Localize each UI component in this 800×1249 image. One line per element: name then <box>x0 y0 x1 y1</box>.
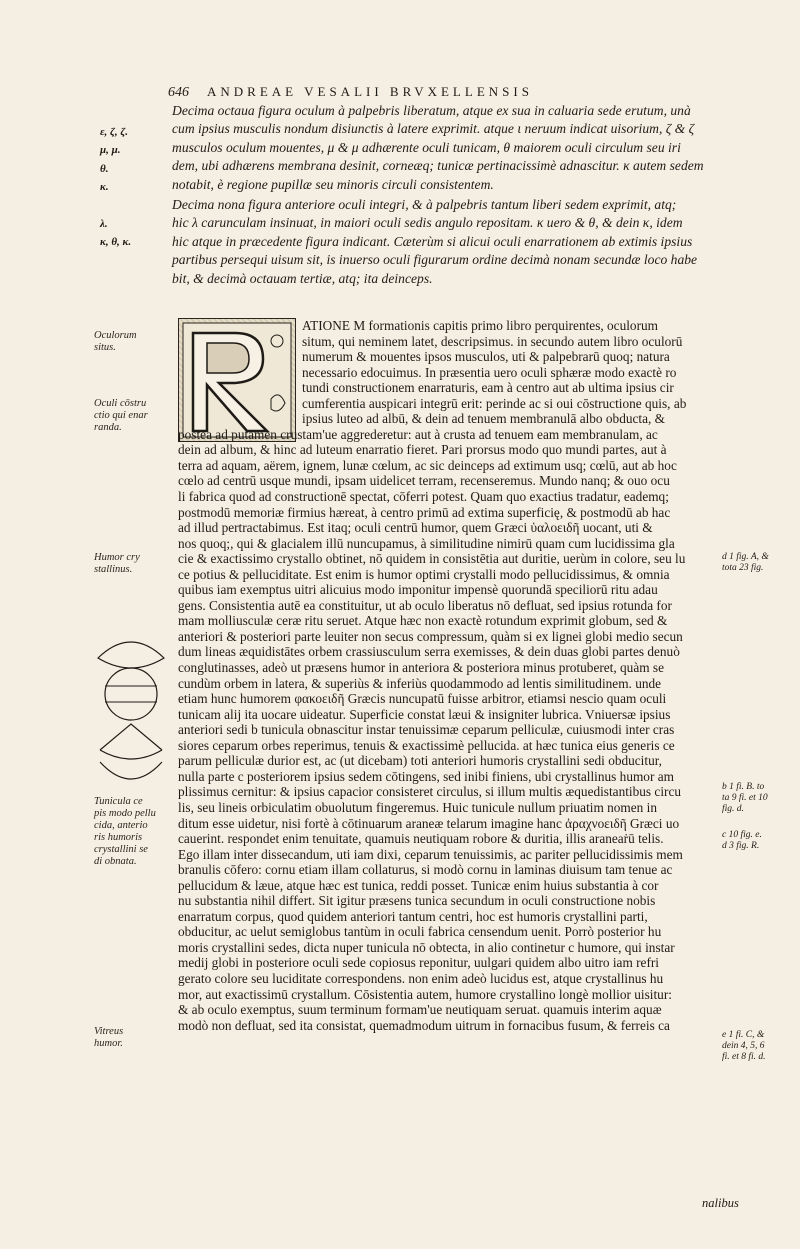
margin-ref-line: d 1 fig. A, & <box>722 552 769 562</box>
text-line: ditum esse uidetur, nisi fortè à cōtinuarum araneæ telarum imagine hanc ἀραχνοειδῆ Græci uo <box>178 815 680 831</box>
margin-note-line: randa. <box>94 422 122 433</box>
margin-note-line: crystallini se <box>94 844 148 855</box>
text-line: siores ceparum orbes reperimus, tenuis & exactissimè pellucida. at hæc tunica eius generis ce <box>178 737 675 753</box>
margin-note-line: ris humoris <box>94 832 143 843</box>
margin-note-line: situs. <box>94 342 116 353</box>
text-line: dum lineas æquidistātes orbem crassiusculum serra exemisses, & dein duas globi partes denuò <box>178 644 680 660</box>
text-line: anteriori & posteriori parte leuiter non secus compressum, quàm si ex lignei globi medio secun <box>178 628 683 644</box>
margin-ref-1 <box>722 552 769 574</box>
caption-line: hic atque in præcedente figura indicant. Cæterùm si alicui oculi enarrationem ab extimis ipsius <box>172 233 693 249</box>
caption-line: musculos oculum mouentes, μ & μ adhærente oculi tunicam, θ maiorem oculi circulum seu iri <box>172 139 681 155</box>
text-line: cumferentia auspicari integrū erit: perinde ac si oui cōstructione quis, ab <box>302 395 687 411</box>
caption-line: notabit, è regione pupillæ seu minoris circuli consistentem. <box>172 176 494 192</box>
marker: λ. <box>100 217 108 230</box>
margin-ref-line: c 10 fig. e. <box>722 830 762 840</box>
caption-line: partibus persequi uisum sit, is inuerso oculi figurarum ordine decimà nonam secundæ loco habe <box>172 252 698 268</box>
margin-ref-line: tota 23 fig. <box>722 563 764 573</box>
figure-captions <box>172 102 712 288</box>
caption-line: dem, ubi adhærens membrana desinit, corneæq; tunicæ pertinacissimè adnascitur. κ autem sedem <box>172 158 704 174</box>
text-line: pellucidum & læue, atque hæc est tunica, reddi posset. Tunicæ enim huius substantia à cor <box>178 877 659 893</box>
text-line: medij globi in posteriore oculi sede copiosus reponitur, uulgari quidem albo uitro iam refri <box>178 955 659 971</box>
margin-note-oculi-constructio <box>94 398 148 434</box>
text-line: tunicam alij ita uocare uideatur. Superficie constat læui & insigniter lubrica. Vniuersæ ipsius <box>178 706 671 722</box>
margin-note-line: ctio qui enar <box>94 410 148 421</box>
text-line: cœlo ad centrū usque mundi, ipsam uidelicet terram, recenseremus. Mundo nanq; & ouo ocu <box>178 473 670 489</box>
text-line: numerum & mouentes ipsos musculos, uti & palpebrarū quoq; natura <box>302 349 670 365</box>
running-head: ANDREAE VESALII BRVXELLENSIS <box>207 84 533 99</box>
margin-note-line: Tunicula ce <box>94 796 143 807</box>
margin-ref-line: dein 4, 5, 6 <box>722 1041 765 1051</box>
text-line: ATIONE M formationis capitis primo libro perquirentes, oculorum <box>302 318 658 333</box>
margin-note-line: Oculorum <box>94 330 137 341</box>
margin-ref-line: b 1 fi. B. to <box>722 782 765 792</box>
text-line: situm, qui neminem latet, descripsimus. in secundo autem libro oculorū <box>302 333 683 349</box>
margin-note-humor-crystallinus <box>94 552 140 576</box>
marker: ε, ζ, ζ. <box>100 126 128 138</box>
text-line: cie & exactissimo crystallo obtinet, nō quidem in consistētia aut duritie, uerùm in colore, seu lu <box>178 551 686 567</box>
margin-ref-line: fi. et 8 fi. d. <box>722 1052 766 1062</box>
margin-ref-4 <box>722 1030 766 1063</box>
margin-ref-line: e 1 fi. C, & <box>722 1030 765 1040</box>
text-line: tundi constructionem enarraturis, eam à centro aut ab ultima ipsius cir <box>302 380 674 396</box>
text-line: cundùm orbem in latera, & superiùs & inferiùs quodammodo ad lentis similitudinem. unde <box>178 675 662 691</box>
margin-ref-2 <box>722 782 768 815</box>
text-line: branulis cōfero: cornu etiam illam collaturus, si modò cornu in laminas diuisum tam tenue ac <box>178 862 673 878</box>
text-line: anteriori sedi b tunicula obnascitur instar tenuissimæ ceparum pelliculæ, cuiusmodi inter cras <box>178 722 675 738</box>
text-line: nu substantia nihil differt. Sit igitur præsens tunica secundum in oculi constructione nobis <box>178 893 656 909</box>
caption-line: bit, & decimà octauam tertiæ, atq; ita deinceps. <box>172 270 433 286</box>
margin-note-oculorum-situs <box>94 330 137 354</box>
text-line: postmodū memoriæ firmius hæreat, à centro primū ad extima superficię, & postmodū ab hac <box>178 504 671 520</box>
text-line: & ab oculo exemptus, suum terminum formam'ue neutiquam seruat. quamuis interim aquæ <box>178 1002 662 1018</box>
text-line: etiam hunc humorem φακοειδῆ Græcis nuncupatū fuisse arbitror, etiamsi nescio quam oculi <box>178 691 667 707</box>
text-line: mor, aut exactissimū crystallum. Cōsistentia autem, humore crystallino longè mollior uisitur: <box>178 986 672 1002</box>
caption-line: cum ipsius musculis nondum disiunctis à latere exprimit. atque ι neruum indicat uisorium, ζ & ζ <box>172 121 695 137</box>
text-line: plissimus cernitur: & ipsius capacior consisteret circulus, si illum multis æquedistantibus circu <box>178 784 681 800</box>
text-line: quibus iam exemptus uitri alicuius modo imponitur impensè quorundā speciliorū ritu adau <box>178 582 658 598</box>
margin-ref-3 <box>722 830 762 852</box>
text-line: modò non defluat, sed ita consistat, quemadmodum uitrum in fornacibus fusum, & ferreis ca <box>178 1017 670 1033</box>
caption-line: Decima nona figura anteriore oculi integri, & à palpebris tantum liberi sedem exprimit, atq; <box>172 197 677 213</box>
text-line: terra ad aquam, aërem, ignem, lunæ cœlum, ac sic deinceps ad extimum usq; cœlū, aut ab hoc <box>178 457 677 473</box>
margin-note-line: humor. <box>94 1038 123 1049</box>
margin-ref-line: fig. d. <box>722 804 744 814</box>
marker: κ. <box>100 181 109 194</box>
marker: μ, μ. <box>100 144 121 157</box>
text-line: moris crystallini sedes, dicta nuper tunicula nō obtecta, in alio continetur c humore, qui instar <box>178 939 675 955</box>
text-line: enarratum corpus, quod quidem anteriori tantum centri, hoc est humoris crystallini parti, <box>178 908 648 924</box>
main-body-text <box>178 318 718 1033</box>
text-line: postea ad putamen crustam'ue aggrederetur: aut à crusta ad tenuem eam membranulam, ac <box>178 426 658 442</box>
margin-ref-line: ta 9 fi. et 10 <box>722 793 768 803</box>
margin-note-tunicula <box>94 796 156 868</box>
text-line: conglutinasses, adeò ut præsens humor in anteriora & posteriora minus protuberet, quàm se <box>178 660 664 676</box>
text-line: lis, seu lineis orbiculatim obuolutum fingeremus. Huic tunicule nullum priuatim nomen in <box>178 799 657 815</box>
text-line: mam molliusculæ ceræ ritu seruet. Atque hæc non exactè rotundum exprimit globum, sed & <box>178 613 668 629</box>
margin-note-line: Oculi cōstru <box>94 398 147 409</box>
text-line: nulla parte c posteriorem ipsius sedem cōtingens, sed inibi finiens, ubi crystallinus humor am <box>178 768 674 784</box>
margin-ref-line: d 3 fig. R. <box>722 841 760 851</box>
text-line: Ego illam inter dissecandum, uti iam dixi, ceparum tenuissimis, ac pariter pellucidissimis mem <box>178 846 683 862</box>
text-line: parum pelliculæ durior est, ac (ut dicebam) toti anteriori humoris crystallini sedi obducitur, <box>178 753 662 769</box>
text-line: gerato colore seu luciditate correspondens. non enim adeò lucidus est, atque crystallinus hu <box>178 970 664 986</box>
text-line: dein ad album, & hinc ad luteum enarratio fieret. Pari prorsus modo quo mundi partes, aut à <box>178 442 667 458</box>
lens-shape-diagram <box>94 628 168 798</box>
text-line: obducitur, ac uelut semiglobus tantùm in oculi fabrica censendum uenit. Porrò posterior hu <box>178 924 662 940</box>
caption-figure-19 <box>172 196 712 288</box>
marker: κ, θ, κ. <box>100 236 132 249</box>
margin-note-line: Humor cry <box>94 552 140 563</box>
caption-line: Decima octaua figura oculum à palpebris liberatum, atque ex sua in caluaria sede erutum, unà <box>172 103 691 118</box>
text-line: ipsius luteo ad albū, & dein ad tenuem membranulā albo obducta, & <box>302 411 665 427</box>
caption-line: hic λ carunculam insinuat, in maiori oculi sedis angulo repositam. κ uero & θ, & dein κ, idem <box>172 215 683 231</box>
marker <box>100 197 166 215</box>
margin-note-line: Vitreus <box>94 1026 124 1037</box>
page-header <box>168 84 688 101</box>
text-line: necessario edocuimus. In præsentia uero oculi sphæræ modo exactè ro <box>302 364 677 380</box>
text-line: ce potius & pelluciditate. Est enim is humor optimi crystalli modo pellucidissimus, & omnia <box>178 566 670 582</box>
margin-note-line: stallinus. <box>94 564 133 575</box>
text-line: ad illud pertractabimus. Est itaq; oculi centrū humor, quem Græci ὑαλοειδῆ uocant, uti & <box>178 520 653 536</box>
caption-figure-18 <box>172 102 712 194</box>
text-line: gens. Consistentia autē ea constituitur, ut ab oculo liberatus nō defluat, sed ipsius rotunda for <box>178 597 672 613</box>
text-line: cauerint. respondet enim tenuitate, quamuis neutiquam robore & duritia, illis araneaṙū telis. <box>178 831 664 847</box>
margin-note-line: pis modo pellu <box>94 808 156 819</box>
text-line: nos quoq;, qui & glacialem illū nuncupamus, à similitudine nimirū quam cum lucidissima gla <box>178 535 675 551</box>
catch-word: nalibus <box>702 1196 739 1210</box>
margin-note-line: di obnata. <box>94 856 137 867</box>
margin-note-line: cida, anterio <box>94 820 148 831</box>
margin-note-vitreus-humor <box>94 1026 123 1050</box>
marker: θ. <box>100 162 109 175</box>
page-number: 646 <box>168 85 189 100</box>
text-line: li fabrica quod ad constructionē spectat, cōferri potest. Quam quo exactius tradatur, eademq; <box>178 489 669 505</box>
figure-letter-markers <box>100 123 166 252</box>
